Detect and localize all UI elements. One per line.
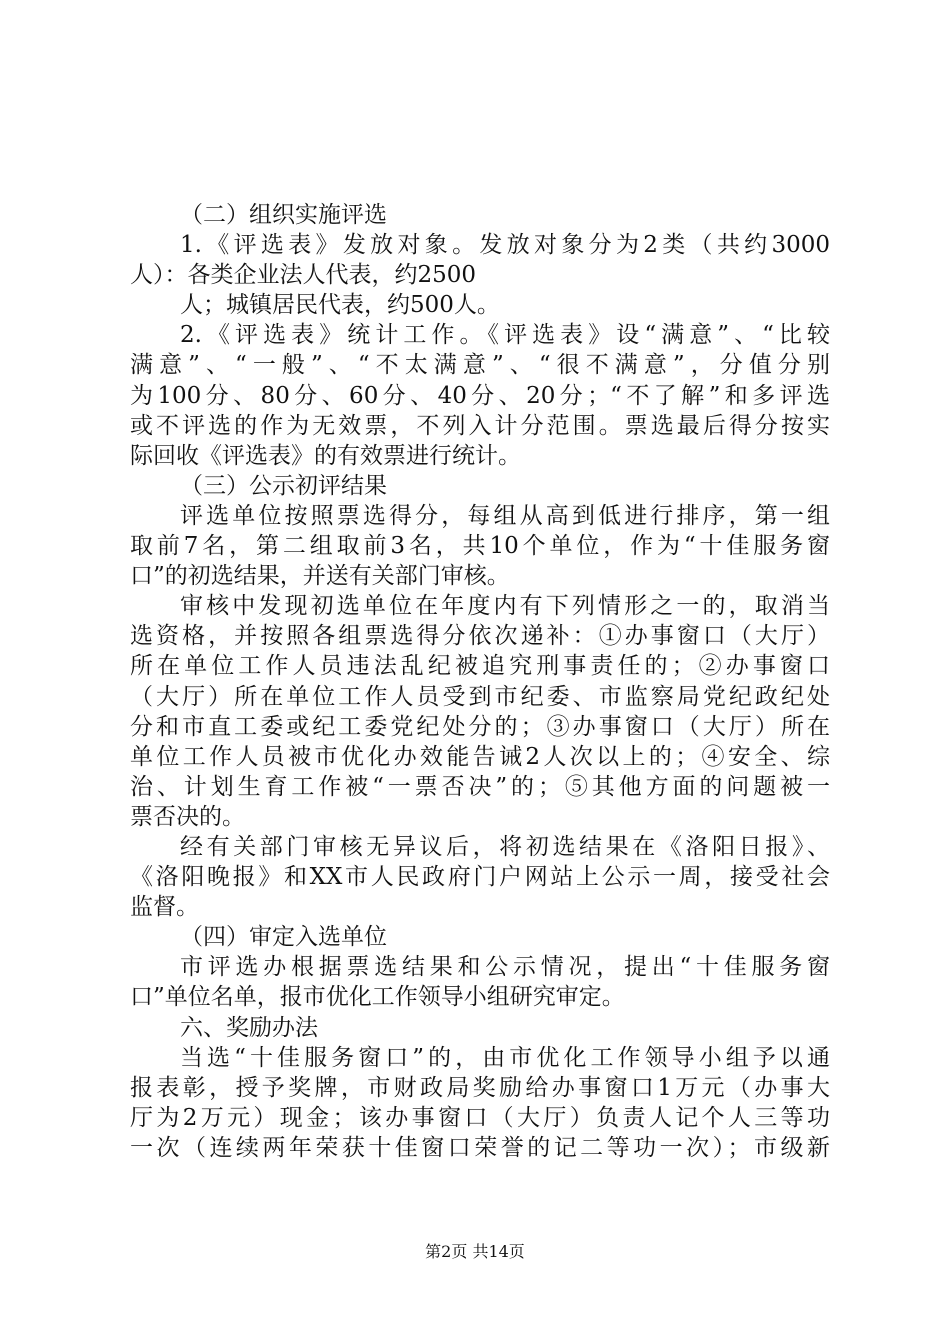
text-line: 所在单位工作人员违法乱纪被追究刑事责任的；②办事窗口 — [130, 653, 830, 680]
text-line: 际回收《评选表》的有效票进行统计。 — [130, 442, 521, 469]
text-line: 六、奖励办法 — [180, 1014, 318, 1041]
text-line: 评选单位按照票选得分，每组从高到低进行排序，第一组 — [180, 502, 830, 529]
text-line: 口”的初选结果，并送有关部门审核。 — [130, 563, 510, 590]
text-line: 人；城镇居民代表，约500人。 — [180, 292, 500, 319]
text-line: 经有关部门审核无异议后，将初选结果在《洛阳日报》、 — [180, 833, 830, 860]
text-line: 人）：各类企业法人代表，约2500 — [130, 262, 477, 289]
text-line: 1.《评选表》发放对象。发放对象分为2类（共约3000 — [180, 232, 830, 259]
text-line: （三）公示初评结果 — [180, 472, 387, 499]
text-line: 审核中发现初选单位在年度内有下列情形之一的，取消当 — [180, 593, 830, 620]
text-line: 选资格，并按照各组票选得分依次递补：①办事窗口（大厅） — [130, 623, 830, 650]
text-line: 或不评选的作为无效票，不列入计分范围。票选最后得分按实 — [130, 412, 830, 439]
text-line: 当选“十佳服务窗口”的，由市优化工作领导小组予以通 — [180, 1044, 830, 1071]
text-line: 报表彰，授予奖牌，市财政局奖励给办事窗口1万元（办事大 — [130, 1074, 830, 1101]
text-line: （二）组织实施评选 — [180, 202, 387, 228]
text-line: 满意”、“一般”、“不太满意”、“很不满意”，分值分别 — [130, 352, 830, 379]
text-line: 口”单位名单，报市优化工作领导小组研究审定。 — [130, 984, 625, 1011]
text-line: （大厅）所在单位工作人员受到市纪委、市监察局党纪政纪处 — [130, 683, 830, 710]
text-line: 分和市直工委或纪工委党纪处分的；③办事窗口（大厅）所在 — [130, 713, 830, 740]
document-body — [130, 200, 830, 1163]
page-footer — [0, 1242, 950, 1262]
text-line: 为100分、80分、60分、40分、20分；“不了解”和多评选 — [130, 382, 830, 409]
text-line: 《洛阳晚报》和XX市人民政府门户网站上公示一周，接受社会 — [130, 864, 830, 891]
text-line: （四）审定入选单位 — [180, 924, 387, 951]
text-line: 票否决的。 — [130, 803, 245, 830]
text-line: 监督。 — [130, 894, 199, 921]
page-number: 第2页 共14页 — [425, 1242, 525, 1261]
text-line: 单位工作人员被市优化办效能告诫2人次以上的；④安全、综 — [130, 743, 830, 770]
text-line: 2.《评选表》统计工作。《评选表》设“满意”、“比较 — [180, 322, 830, 349]
text-line: 治、计划生育工作被“一票否决”的；⑤其他方面的问题被一 — [130, 773, 830, 800]
text-line: 取前7名，第二组取前3名，共10个单位，作为“十佳服务窗 — [130, 533, 830, 560]
text-line: 市评选办根据票选结果和公示情况，提出“十佳服务窗 — [180, 954, 830, 981]
text-line: 一次（连续两年荣获十佳窗口荣誉的记二等功一次）；市级新 — [130, 1134, 830, 1161]
text-line: 厅为2万元）现金；该办事窗口（大厅）负责人记个人三等功 — [130, 1104, 830, 1131]
